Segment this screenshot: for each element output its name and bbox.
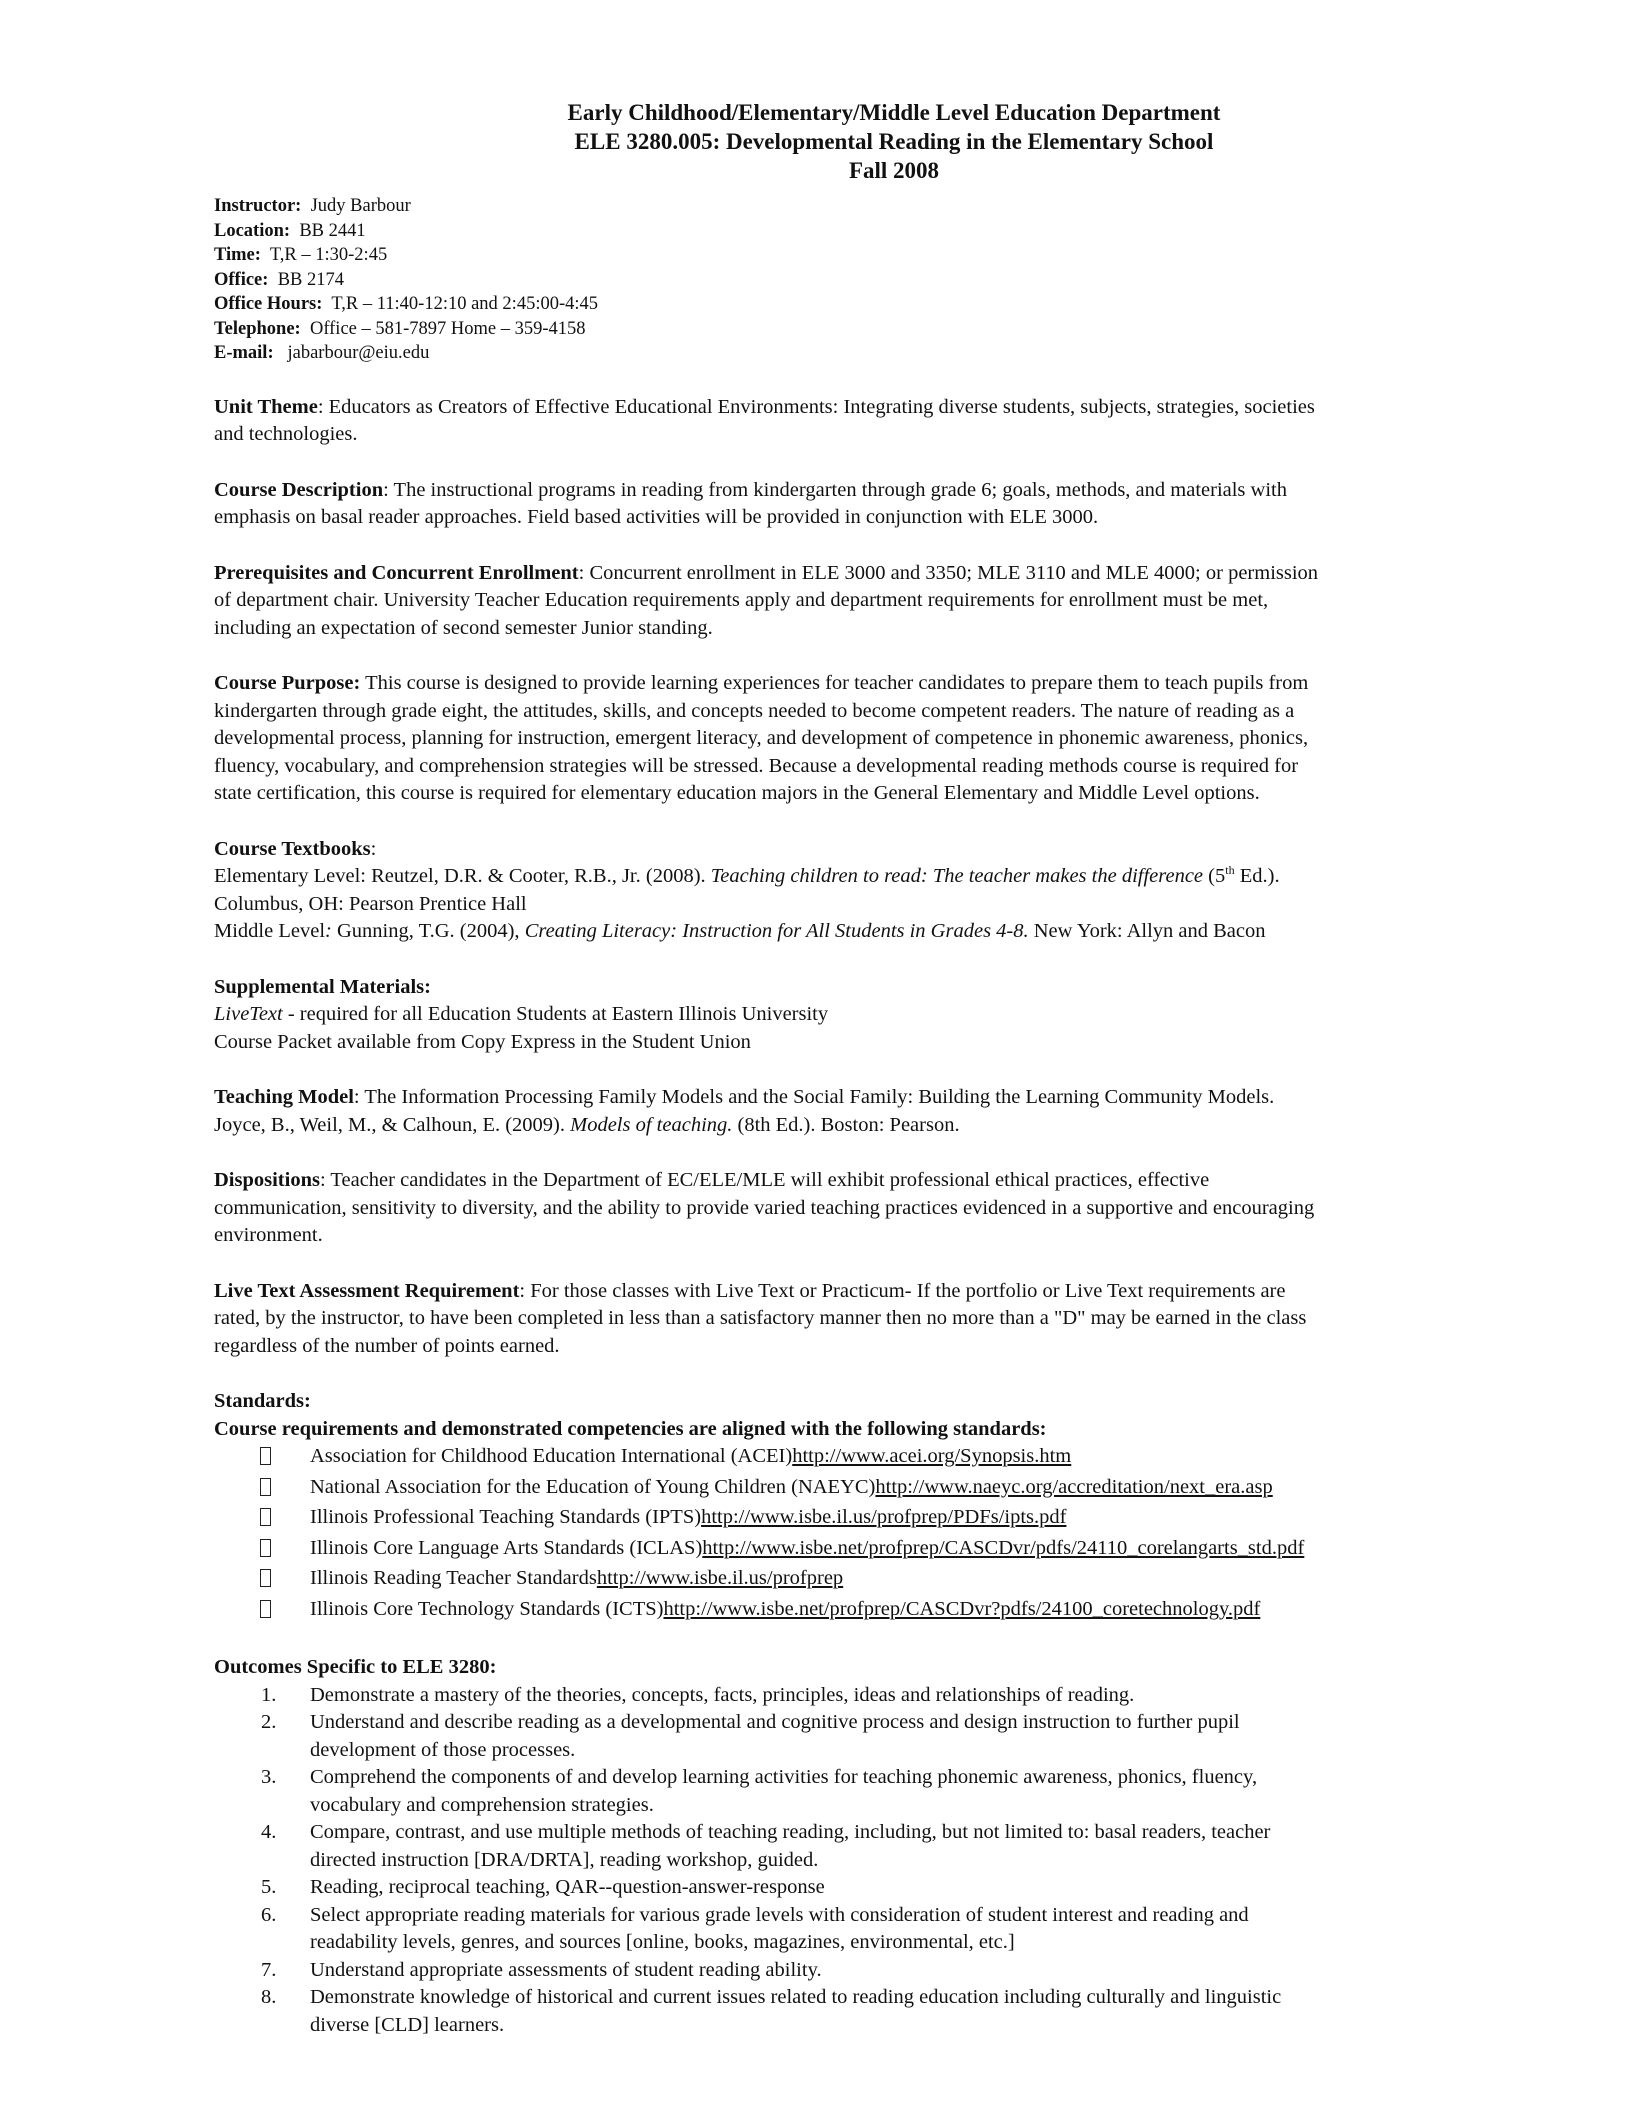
textbooks-label: Course Textbooks bbox=[214, 837, 371, 860]
list-item: 1. Demonstrate a mastery of the theories, concepts, facts, principles, ideas and relationships of reading. bbox=[261, 1683, 1135, 1706]
prerequisites-section: Prerequisites and Concurrent Enrollment: Concurrent enrollment in ELE 3000 and 3350; MLE 3110 and MLE 4000; or permission of department chair. University Teacher Education requirements apply and department requirements for enrollment must be met, including an expectation of second semester Junior standing. bbox=[214, 561, 1319, 639]
standards-section bbox=[214, 1388, 1514, 1626]
list-item: 2. Understand and describe reading as a developmental and cognitive process and design instruction to further pupil development of those processes. bbox=[261, 1711, 1240, 1761]
course-purpose-label: Course Purpose: bbox=[214, 672, 361, 694]
live-text-section: Live Text Assessment Requirement: For those classes with Live Text or Practicum- If the portfolio or Live Text requirements are rated, by the instructor, to have been completed in less than a satisfactory manner then no more than a "D" may be earned in the class regardless of the number of points earned. bbox=[214, 1279, 1307, 1357]
course-description-section: Course Description: The instructional programs in reading from kindergarten through grade 6; goals, methods, and materials with emphasis on basal reader approaches. Field based activities will be provided in conjunction with ELE 3000. bbox=[214, 478, 1287, 528]
list-item: Illinois Core Technology Standards (ICTS) http://www.isbe.net/profprep/CASCDvr?pdfs/24100_coretechnology.pdf bbox=[214, 1596, 1514, 1627]
list-item: 3. Comprehend the components of and develop learning activities for teaching phonemic awareness, phonics, fluency, vocabulary and comprehension strategies. bbox=[261, 1766, 1258, 1816]
standards-label: Standards: bbox=[214, 1390, 311, 1412]
syllabus-page bbox=[214, 98, 1514, 2039]
list-item: 4. Compare, contrast, and use multiple methods of teaching reading, including, but not limited to: basal readers, teacher directed instruction [DRA/DRTA], reading workshop, guided. bbox=[261, 1821, 1271, 1871]
list-item: Illinois Professional Teaching Standards (IPTS) http://www.isbe.il.us/profprep/PDFs/ipts.pdf bbox=[214, 1504, 1514, 1535]
middle-textbook: Middle Level: Gunning, T.G. (2004), Creating Literacy: Instruction for All Students in Grades 4-8. New York: Allyn and Bacon bbox=[214, 920, 1266, 942]
unit-theme-section: Unit Theme: Educators as Creators of Effective Educational Environments: Integrating diverse students, subjects, strategies, societies and technologies. bbox=[214, 395, 1315, 445]
info-office-hours: Office Hours: T,R – 11:40-12:10 and 2:45:00-4:45 bbox=[214, 294, 599, 314]
list-item: 8. Demonstrate knowledge of historical and current issues related to reading education including culturally and linguistic diverse [CLD] learners. bbox=[261, 1986, 1282, 2036]
bullet-box-icon bbox=[260, 1539, 271, 1557]
course-purpose-section: Course Purpose: This course is designed to provide learning experiences for teacher candidates to prepare them to teach pupils from kindergarten through grade eight, the attitudes, skills, and concepts needed to become competent readers. The nature of reading as a developmental process, planning for instruction, emergent literacy, and development of competence in phonemic awareness, phonics, fluency, vocabulary, and comprehension strategies will be stressed. Because a developmental reading methods course is required for state certification, this course is required for elementary education majors in the General Elementary and Middle Level options. bbox=[214, 672, 1309, 804]
naeyc-link[interactable]: http://www.naeyc.org/accreditation/next_era.asp bbox=[875, 1475, 1273, 1498]
live-text-label: Live Text Assessment Requirement bbox=[214, 1279, 520, 1302]
info-location: Location: BB 2441 bbox=[214, 220, 366, 241]
dispositions-section: Dispositions: Teacher candidates in the Department of EC/ELE/MLE will exhibit professional ethical practices, effective communication, sensitivity to diversity, and the ability to provide varied teaching practices evidenced in a supportive and encouraging environment. bbox=[214, 1169, 1315, 1246]
list-item: Illinois Core Language Arts Standards (ICLAS) http://www.isbe.net/profprep/CASCDvr/pdfs/24110_corelangarts_std.pdf bbox=[214, 1535, 1514, 1566]
instructor-info bbox=[214, 194, 1514, 366]
textbooks-section: Course Textbooks: Elementary Level: Reutzel, D.R. & Cooter, R.B., Jr. (2008). Teaching children to read: The teacher makes the difference (5th Ed.). Columbus, OH: Pearson Prentice Hall Middle Level: Gunning, T.G. (2004), Creating Literacy: Instruction for All Students in Grades 4-8. New York: Allyn and Bacon bbox=[214, 836, 1514, 946]
prerequisites-label: Prerequisites and Concurrent Enrollment bbox=[214, 561, 579, 584]
iclas-link[interactable]: http://www.isbe.net/profprep/CASCDvr/pdfs/24110_corelangarts_std.pdf bbox=[702, 1536, 1305, 1559]
bullet-box-icon bbox=[260, 1600, 271, 1618]
list-item: Association for Childhood Education International (ACEI) http://www.acei.org/Synopsis.htm bbox=[214, 1443, 1514, 1474]
supplemental-label: Supplemental Materials: bbox=[214, 975, 431, 998]
info-time: Time: T,R – 1:30-2:45 bbox=[214, 245, 388, 265]
info-email: E-mail: jabarbour@eiu.edu bbox=[214, 343, 430, 363]
bullet-box-icon bbox=[260, 1508, 271, 1526]
teaching-model-section: Teaching Model: The Information Processing Family Models and the Social Family: Building the Learning Community Models. Joyce, B., Weil, M., & Calhoun, E. (2009). Models of teaching. (8th Ed.). Boston: Pearson. bbox=[214, 1086, 1275, 1136]
dispositions-label: Dispositions bbox=[214, 1169, 320, 1191]
list-item: 7. Understand appropriate assessments of student reading ability. bbox=[261, 1958, 822, 1981]
list-item: 5. Reading, reciprocal teaching, QAR--question-answer-response bbox=[261, 1876, 825, 1898]
icts-link[interactable]: http://www.isbe.net/profprep/CASCDvr?pdfs/24100_coretechnology.pdf bbox=[663, 1597, 1261, 1620]
supplemental-section: Supplemental Materials: LiveText - required for all Education Students at Eastern Illinois University Course Packet available from Copy Express in the Student Union bbox=[214, 975, 829, 1053]
bullet-box-icon bbox=[260, 1447, 271, 1465]
list-item: 6. Select appropriate reading materials for various grade levels with consideration of student interest and reading and readability levels, genres, and sources [online, books, magazines, environmental, etc.] bbox=[261, 1903, 1249, 1953]
acei-link[interactable]: http://www.acei.org/Synopsis.htm bbox=[792, 1445, 1072, 1467]
list-item: Illinois Reading Teacher Standards http://www.isbe.il.us/profprep bbox=[214, 1565, 1514, 1596]
info-instructor: Instructor: Judy Barbour bbox=[214, 196, 411, 216]
outcomes-section bbox=[214, 1654, 1514, 2039]
info-office: Office: BB 2174 bbox=[214, 269, 344, 290]
department-title: Early Childhood/Elementary/Middle Level Education Department bbox=[567, 100, 1221, 125]
teaching-model-label: Teaching Model bbox=[214, 1086, 354, 1108]
info-telephone: Telephone: Office – 581-7897 Home – 359-4158 bbox=[214, 318, 586, 339]
ipts-link[interactable]: http://www.isbe.il.us/profprep/PDFs/ipts.pdf bbox=[701, 1506, 1067, 1528]
elementary-textbook: Elementary Level: Reutzel, D.R. & Cooter, R.B., Jr. (2008). Teaching children to read: The teacher makes the difference (5th Ed.). bbox=[214, 863, 1280, 887]
standards-sublabel: Course requirements and demonstrated competencies are aligned with the following standards: bbox=[214, 1417, 1047, 1440]
outcomes-list bbox=[214, 1682, 1514, 2040]
term-title: Fall 2008 bbox=[848, 158, 940, 183]
bullet-box-icon bbox=[260, 1569, 271, 1587]
course-description-label: Course Description bbox=[214, 478, 384, 501]
list-item: National Association for the Education of Young Children (NAEYC) http://www.naeyc.org/accreditation/next_era.asp bbox=[214, 1474, 1514, 1505]
standards-list bbox=[214, 1443, 1514, 1626]
bullet-box-icon bbox=[260, 1478, 271, 1496]
reading-standards-link[interactable]: http://www.isbe.il.us/profprep bbox=[596, 1567, 844, 1589]
unit-theme-label: Unit Theme bbox=[214, 395, 318, 418]
outcomes-label: Outcomes Specific to ELE 3280: bbox=[214, 1656, 497, 1678]
course-title: ELE 3280.005: Developmental Reading in the Elementary School bbox=[574, 129, 1214, 154]
document-header bbox=[274, 98, 1514, 185]
